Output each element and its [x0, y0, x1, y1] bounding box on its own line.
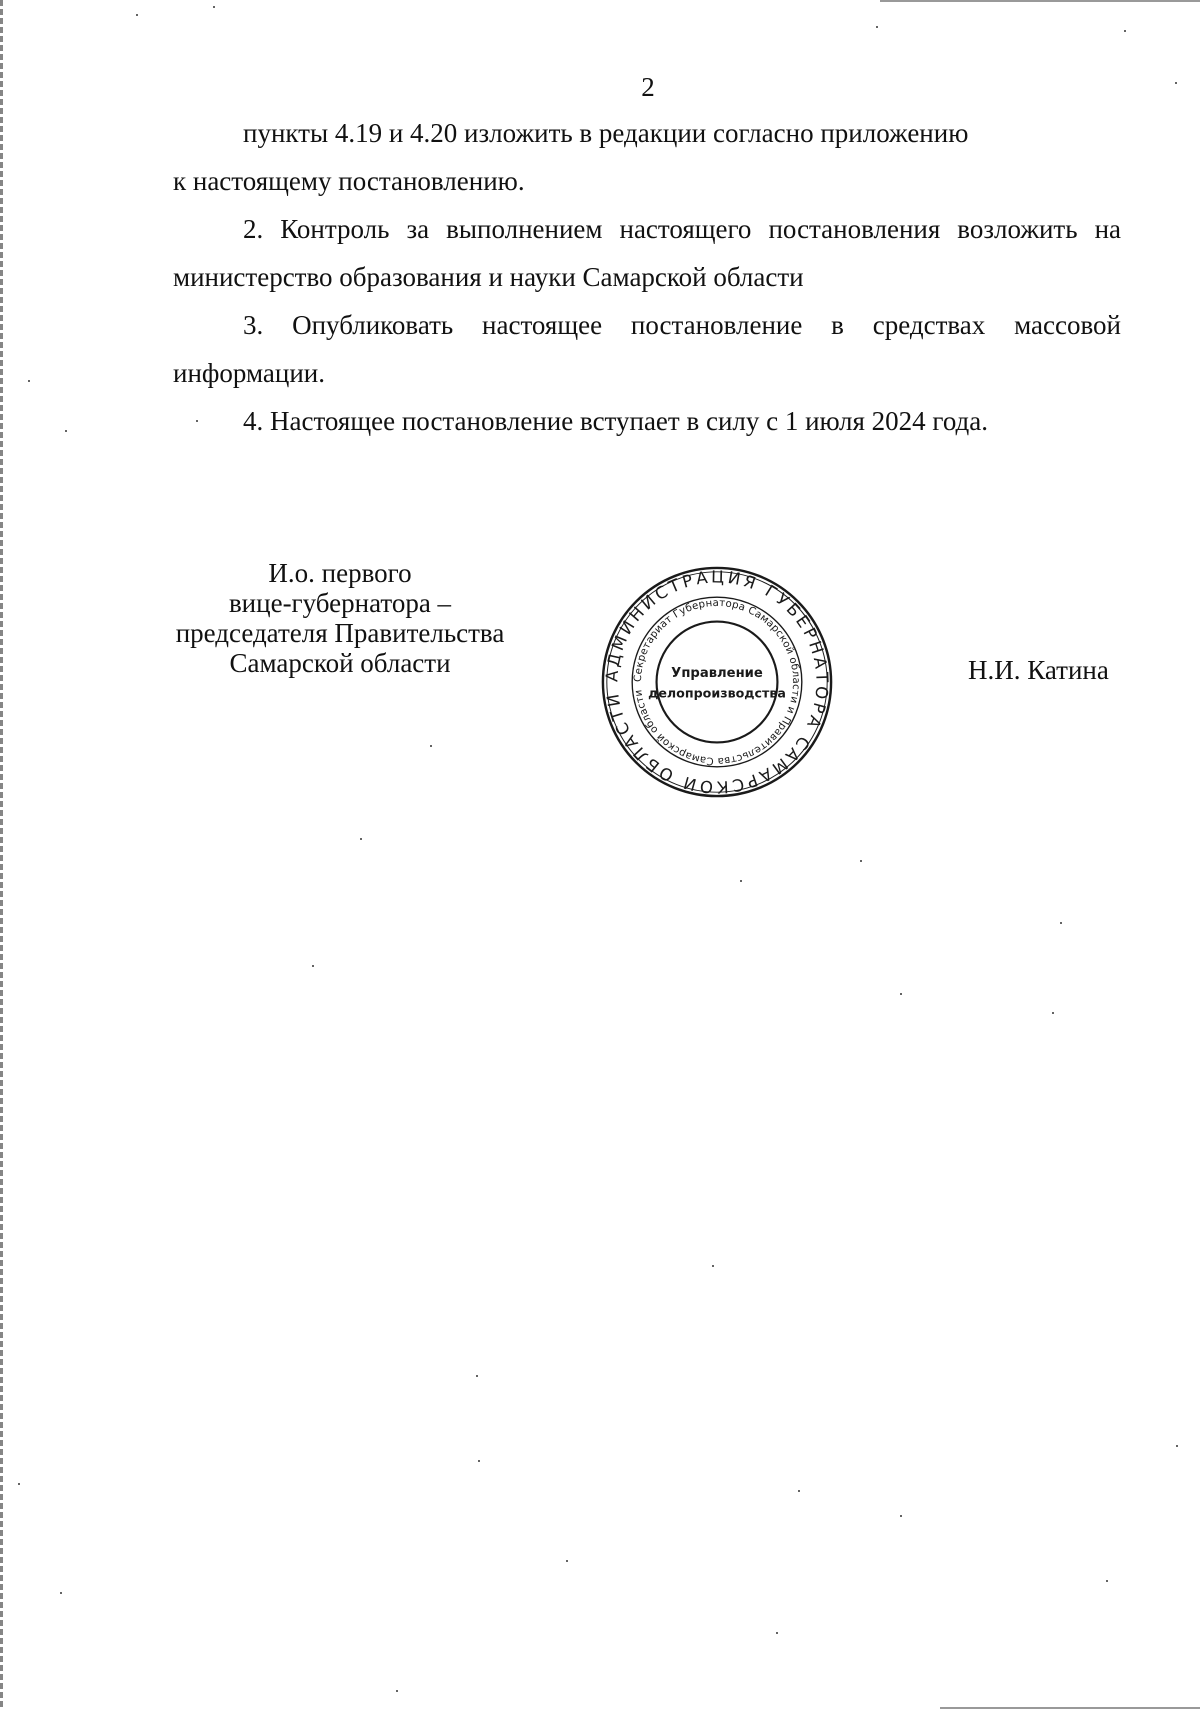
scan-top-edge	[880, 0, 1200, 2]
scan-speck	[476, 1375, 478, 1377]
scan-speck	[900, 993, 902, 995]
document-body	[173, 109, 1121, 445]
stamp-outer-text: АДМИНИСТРАЦИЯ ГУБЕРНАТОРА САМАРСКОЙ ОБЛАСТИ	[602, 567, 832, 797]
scan-speck	[860, 860, 862, 862]
scan-speck	[1176, 1445, 1178, 1447]
signatory-title-line3: председателя Правительства	[175, 618, 505, 648]
scan-speck	[1060, 922, 1062, 924]
scan-speck	[396, 1690, 398, 1692]
scan-speck	[740, 880, 742, 882]
scan-speck	[196, 420, 198, 422]
paragraph-continuation-line1: пункты 4.19 и 4.20 изложить в редакции согласно приложению	[243, 118, 969, 148]
scan-speck	[1175, 82, 1177, 84]
signatory-title-line2: вице-губернатора –	[228, 588, 452, 618]
scan-speck	[430, 745, 432, 747]
scan-speck	[1052, 1012, 1054, 1014]
scan-speck	[776, 1632, 778, 1634]
stamp-center-line1: Управление	[671, 666, 763, 682]
official-seal-stamp	[600, 565, 834, 799]
page-number: 2	[641, 72, 655, 102]
scan-speck	[65, 430, 67, 432]
scan-speck	[136, 14, 138, 16]
paragraph-continuation-line2: к настоящему постановлению.	[173, 166, 525, 196]
scan-speck	[900, 1515, 902, 1517]
signatory-title-line1: И.о. первого	[268, 558, 412, 588]
scan-speck	[312, 965, 314, 967]
scan-speck	[360, 838, 362, 840]
scan-speck	[213, 6, 215, 8]
scan-left-edge	[0, 0, 3, 1709]
signer-name: Н.И. Катина	[968, 655, 1109, 685]
scan-speck	[566, 1560, 568, 1562]
scan-speck	[876, 26, 878, 28]
stamp-center-line2: делопроизводства	[648, 685, 786, 701]
scan-speck	[28, 380, 30, 382]
scan-speck	[60, 1592, 62, 1594]
scan-speck	[18, 1483, 20, 1485]
scan-speck	[798, 1490, 800, 1492]
scan-speck	[478, 1460, 480, 1462]
signatory-title-block	[150, 558, 530, 678]
paragraph-2: 2. Контроль за выполнением настоящего постановления возложить на министерство образования и науки Самарской области	[173, 214, 1121, 292]
stamp-inner-ring-text: Секретариат Губернатора Самарской области и Правительства Самарской области	[632, 597, 802, 767]
scan-speck	[712, 1265, 714, 1267]
scan-speck	[1106, 1580, 1108, 1582]
paragraph-3: 3. Опубликовать настоящее постановление в средствах массовой информации.	[173, 310, 1121, 388]
signatory-title-line4: Самарской области	[229, 648, 451, 678]
scan-speck	[1124, 30, 1126, 32]
paragraph-4: 4. Настоящее постановление вступает в силу с 1 июля 2024 года.	[243, 406, 989, 436]
